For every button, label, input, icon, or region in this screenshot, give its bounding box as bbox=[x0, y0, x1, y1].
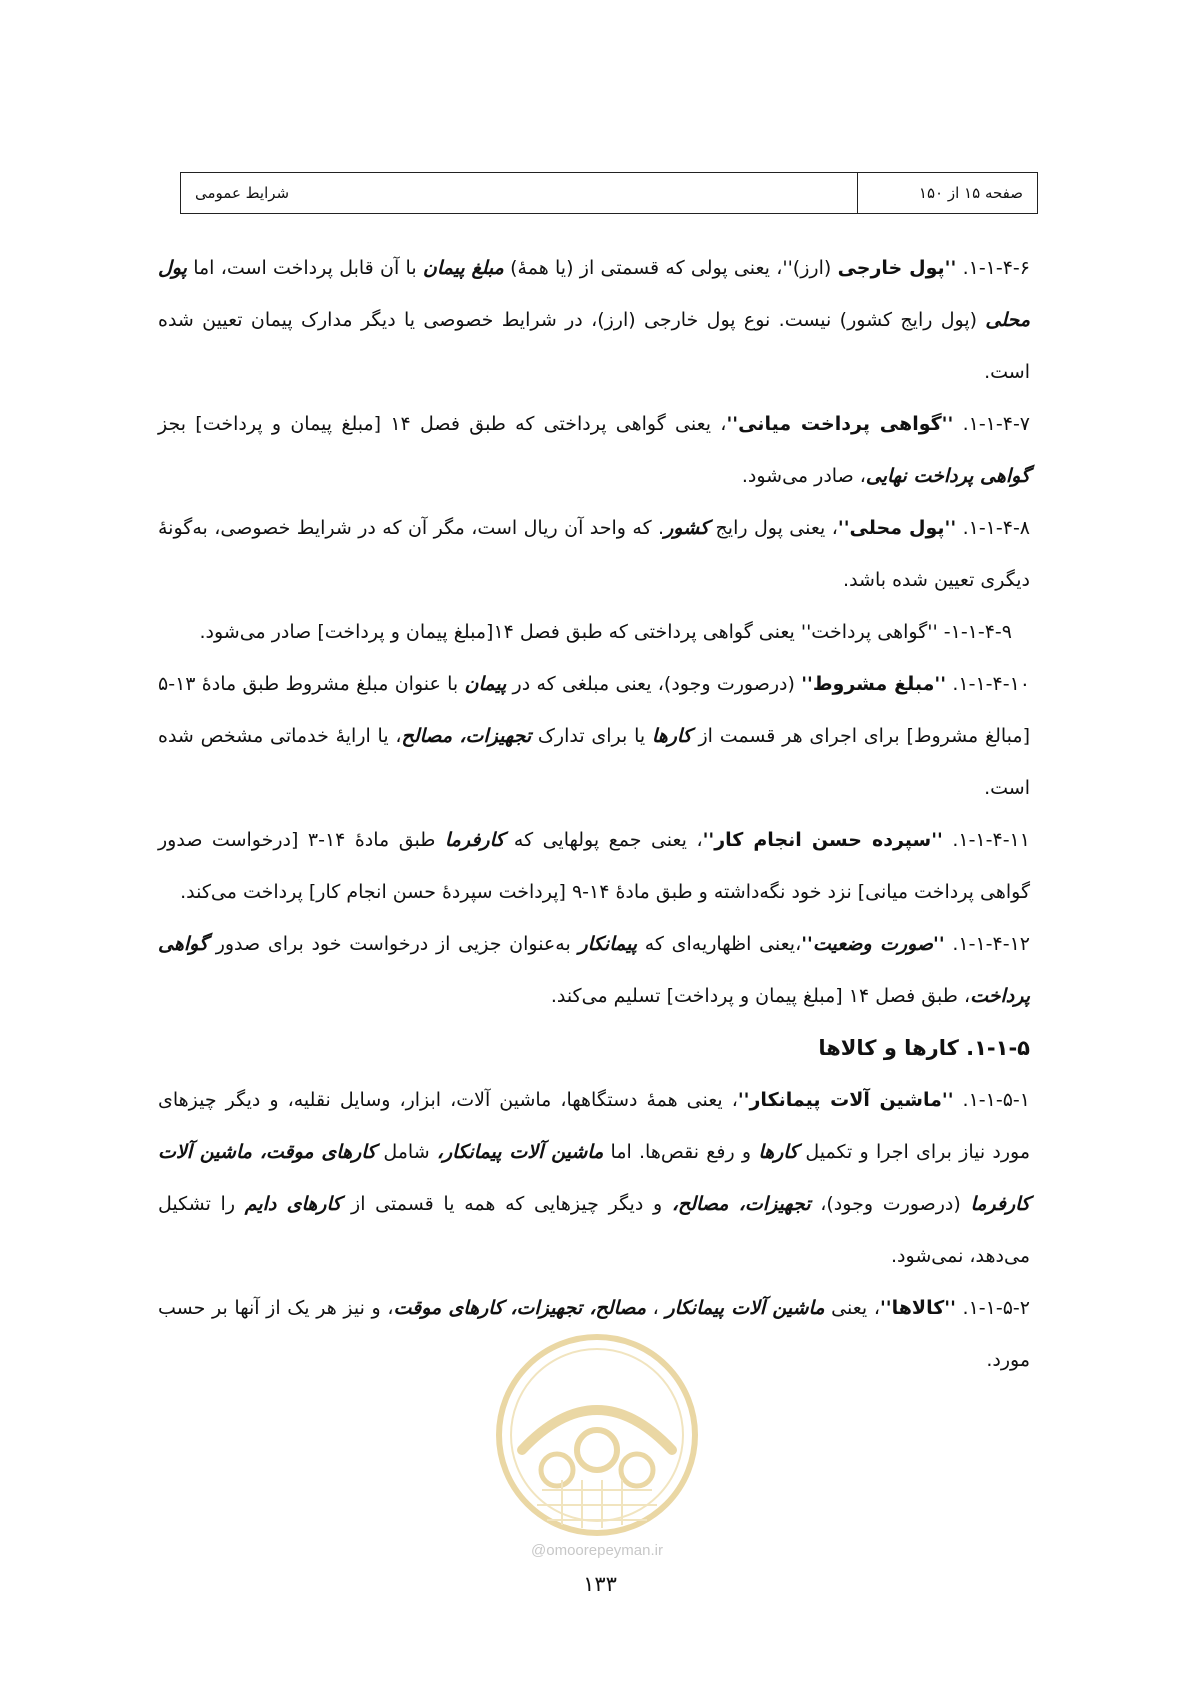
clause-number: ۱-۱-۵-۱. bbox=[953, 1089, 1030, 1111]
clause-text: ، bbox=[646, 1297, 666, 1319]
page-header bbox=[180, 172, 1038, 214]
term-ref: کشور bbox=[664, 517, 710, 539]
watermark-url: @omoorepeyman.ir bbox=[531, 1542, 663, 1559]
term: ''گواهی پرداخت میانی'' bbox=[726, 413, 954, 435]
term-ref: گواهی پرداخت نهایی bbox=[865, 465, 1030, 487]
clause-text: به‌عنوان جزیی از درخواست خود برای صدور bbox=[208, 933, 579, 955]
term-ref: مصالح، تجهیزات، کارهای موقت bbox=[393, 1297, 647, 1319]
document-body bbox=[158, 242, 1030, 1386]
term-ref: پول محلی bbox=[158, 257, 1030, 331]
term-ref: کارهای دایم bbox=[244, 1193, 342, 1215]
header-title: شرایط عمومی bbox=[195, 184, 290, 202]
term-ref: تجهیزات، مصالح bbox=[401, 725, 532, 747]
clause-number: ۱-۱-۴-۷. bbox=[953, 413, 1031, 435]
clause-1-1-4-11 bbox=[158, 814, 1030, 918]
watermark-emblem-icon bbox=[492, 1330, 702, 1540]
clause-text: شامل bbox=[376, 1141, 437, 1163]
clause-text: (پول رایج کشور) نیست. نوع پول خارجی (ارز)، در شرایط خصوصی یا دیگر مدارک پیمان تعیین شده است. bbox=[158, 309, 1030, 383]
term-ref: کارها bbox=[651, 725, 692, 747]
clause-text: ، یا ارایهٔ خدماتی مشخص شده است. bbox=[158, 725, 1030, 799]
term-ref: ماشین آلات پیمانکار، bbox=[436, 1141, 604, 1163]
term-ref: کارها bbox=[758, 1141, 799, 1163]
section-heading: ۱-۱-۵. کارها و کالاها bbox=[818, 1036, 1030, 1060]
term: ''پول محلی'' bbox=[837, 517, 957, 539]
clause-text: ، و نیز هر یک از آنها بر حسب مورد. bbox=[158, 1297, 1030, 1371]
term-ref: گواهی پرداخت bbox=[158, 933, 1030, 1007]
clause-text: و دیگر چیزهایی که همه یا قسمتی از bbox=[341, 1193, 672, 1215]
clause-1-1-4-9: ۱-۱-۴-۹- ''گواهی پرداخت'' یعنی گواهی پرداختی که طبق فصل ۱۴[مبلغ پیمان و پرداخت] صادر می‌شود. bbox=[199, 621, 1012, 643]
clause-text: ، یعنی گواهی پرداختی که طبق فصل ۱۴ [مبلغ پیمان و پرداخت] بجز bbox=[158, 413, 727, 435]
clause-text: ، طبق فصل ۱۴ [مبلغ پیمان و پرداخت] تسلیم می‌کند. bbox=[550, 985, 971, 1007]
term: ''پول خارجی bbox=[837, 257, 957, 279]
clause-text: ، یعنی جمع پولهایی که bbox=[504, 829, 703, 851]
term: ''کالاها'' bbox=[879, 1297, 956, 1319]
term: ''ماشین آلات پیمانکار'' bbox=[737, 1089, 954, 1111]
clause-text: (ارز)''، یعنی پولی که قسمتی از (یا همهٔ) bbox=[503, 257, 838, 279]
clause-number: ۱-۱-۴-۱۰. bbox=[946, 673, 1030, 695]
clause-number: ۱-۱-۵-۲. bbox=[955, 1297, 1030, 1319]
clause-text: با عنوان مبلغ مشروط طبق مادهٔ ۱۳-۵ [مبالغ مشروط] برای اجرای هر قسمت از bbox=[158, 673, 1030, 747]
clause-text: (درصورت وجود)، یعنی مبلغی که در bbox=[506, 673, 802, 695]
clause-text: (درصورت وجود)، bbox=[810, 1193, 971, 1215]
clause-1-1-4-6 bbox=[158, 242, 1030, 398]
clause-number: ۱-۱-۴-۶. bbox=[956, 257, 1030, 279]
clause-text: با آن قابل پرداخت است، اما bbox=[186, 257, 423, 279]
term-ref: ماشین آلات پیمانکار bbox=[665, 1297, 825, 1319]
clause-1-1-4-12 bbox=[158, 918, 1030, 1022]
clause-text: و رفع نقص‌ها. اما bbox=[603, 1141, 759, 1163]
page-number: ۱۳۳ bbox=[583, 1572, 617, 1596]
term-ref: مبلغ پیمان bbox=[422, 257, 504, 279]
clause-text: را تشکیل می‌دهد، نمی‌شود. bbox=[158, 1193, 1030, 1267]
term: ''سپرده حسن انجام کار'' bbox=[702, 829, 943, 851]
clause-text: . که واحد آن ریال است، مگر آن که در شرایط خصوصی، به‌گونهٔ دیگری تعیین شده باشد. bbox=[158, 517, 1030, 591]
clause-text: ،یعنی اظهاریه‌ای که bbox=[637, 933, 802, 955]
clause-text: ، یعنی bbox=[824, 1297, 880, 1319]
clause-1-1-5-1 bbox=[158, 1074, 1030, 1282]
clause-number: ۱-۱-۴-۱۲. bbox=[944, 933, 1030, 955]
watermark-logo bbox=[492, 1330, 702, 1560]
clause-number: ۱-۱-۴-۸. bbox=[956, 517, 1031, 539]
term-ref: پیمان bbox=[464, 673, 507, 695]
header-page-info: صفحه ۱۵ از ۱۵۰ bbox=[857, 173, 1037, 213]
clause-number: ۱-۱-۴-۱۱. bbox=[942, 829, 1030, 851]
term: ''مبلغ مشروط'' bbox=[801, 673, 947, 695]
term-ref: پیمانکار bbox=[578, 933, 637, 955]
term-ref: کارفرما bbox=[444, 829, 505, 851]
term-ref: تجهیزات، مصالح، bbox=[671, 1193, 811, 1215]
term: ''صورت وضعیت'' bbox=[801, 933, 945, 955]
clause-text: یا برای تدارک bbox=[531, 725, 652, 747]
clause-1-1-4-10 bbox=[158, 658, 1030, 814]
clause-text: ، صادر می‌شود. bbox=[741, 465, 866, 487]
term-ref: کارهای موقت، ماشین آلات کارفرما bbox=[158, 1141, 1030, 1215]
clause-text: ، یعنی همهٔ دستگاهها، ماشین آلات، ابزار، وسایل نقلیه، و دیگر چیزهای مورد نیاز برای اجرا و تکمیل bbox=[158, 1089, 1031, 1163]
clause-text: ، یعنی پول رایج bbox=[709, 517, 838, 539]
clause-text: طبق مادهٔ ۱۴-۳ [درخواست صدور گواهی پرداخت میانی] نزد خود نگه‌داشته و طبق مادهٔ ۱۴-۹ [پرداخت سپردهٔ حسن انجام کار] پرداخت می‌کند. bbox=[158, 829, 1030, 903]
clause-1-1-4-7 bbox=[158, 398, 1030, 502]
clause-1-1-4-8 bbox=[158, 502, 1030, 606]
